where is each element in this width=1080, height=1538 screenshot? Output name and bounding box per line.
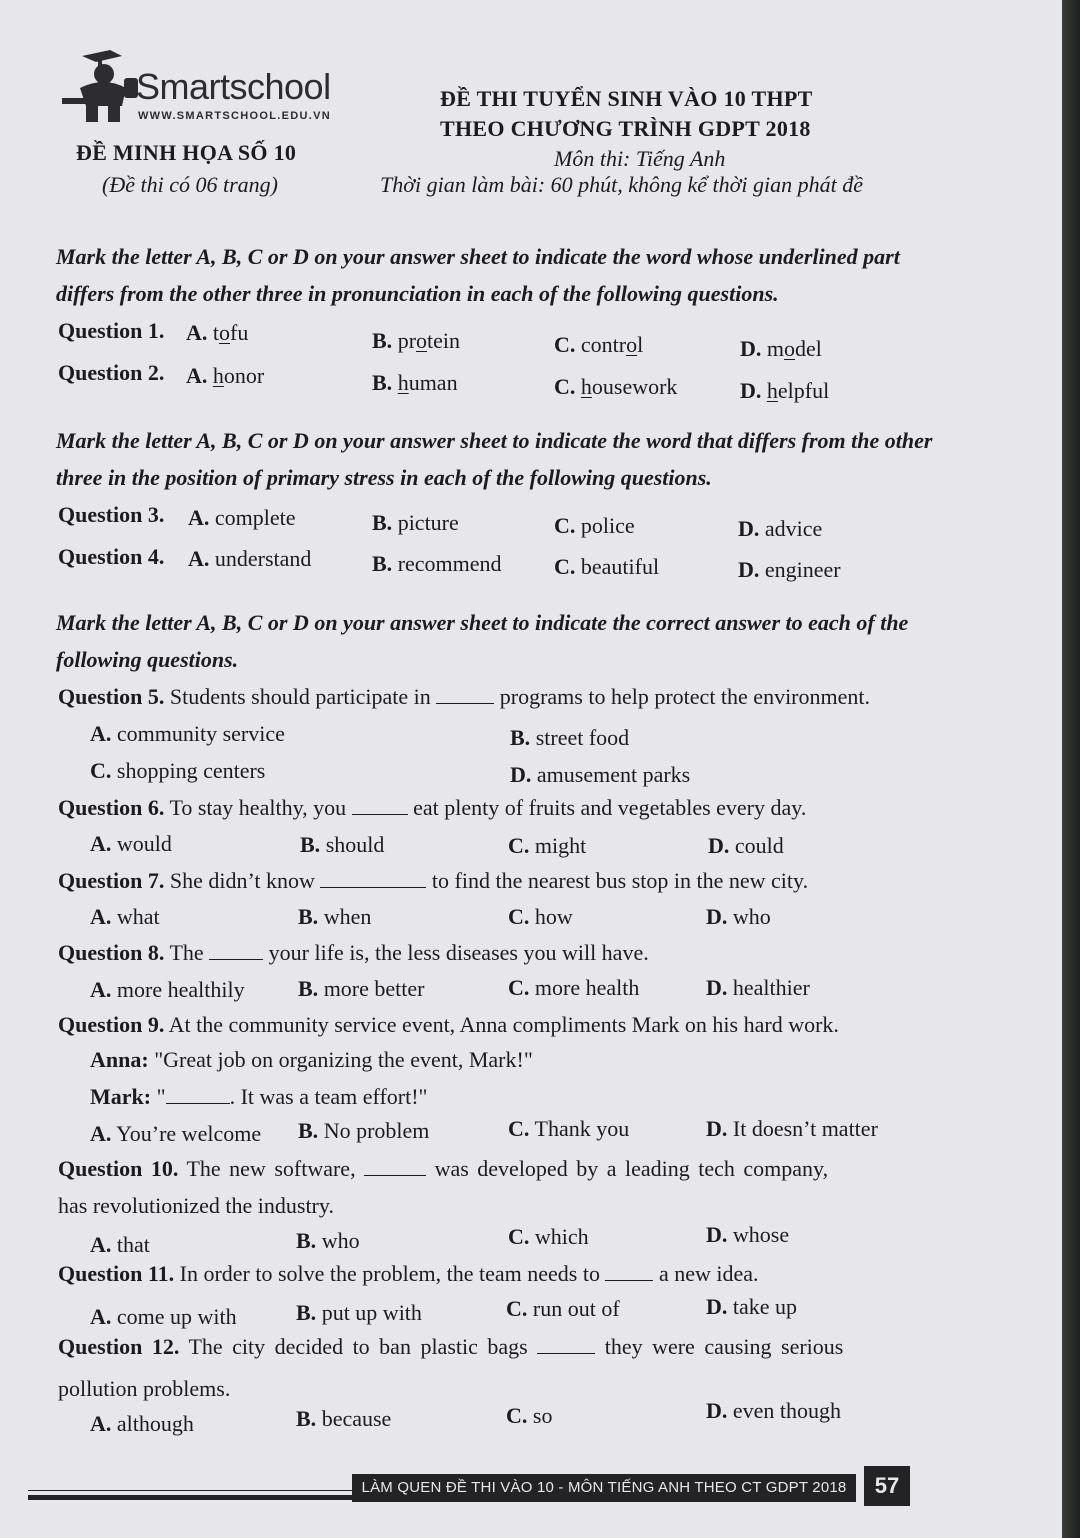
q12-option-b[interactable]: B. because	[296, 1406, 392, 1431]
q7-option-c[interactable]: C. how	[508, 904, 573, 929]
instruction-correct-answer: Mark the letter A, B, C or D on your answer sheet to indicate the correct answer to each of the following questions.	[56, 610, 909, 672]
q10-option-b[interactable]: B. who	[296, 1228, 360, 1253]
subject: Môn thi: Tiếng Anh	[554, 146, 726, 171]
q1-option-d[interactable]: D. model	[740, 336, 822, 361]
q8-option-a[interactable]: A. more healthily	[90, 977, 245, 1002]
q11-option-c[interactable]: C. run out of	[506, 1296, 620, 1321]
background-edge	[1062, 0, 1080, 1538]
q5-option-a[interactable]: A. community service	[90, 721, 285, 746]
q11-option-a[interactable]: A. come up with	[90, 1304, 237, 1329]
q9-option-b[interactable]: B. No problem	[298, 1118, 430, 1143]
footer-rule	[28, 1495, 358, 1500]
q12-stem-line-2: pollution problems.	[58, 1376, 231, 1401]
q11-option-b[interactable]: B. put up with	[296, 1300, 422, 1325]
q3-option-a[interactable]: A. complete	[188, 505, 296, 530]
q1-option-b[interactable]: B. protein	[372, 328, 461, 353]
q5-option-d[interactable]: D. amusement parks	[510, 762, 691, 787]
time-note: Thời gian làm bài: 60 phút, không kể thời gian phát đề	[380, 172, 864, 197]
q9-stem: Question 9. At the community service event, Anna compliments Mark on his hard work.	[58, 1012, 839, 1037]
q9-option-a[interactable]: A. You’re welcome	[90, 1121, 262, 1146]
q11-option-d[interactable]: D. take up	[706, 1294, 798, 1319]
q10-option-c[interactable]: C. which	[508, 1224, 589, 1249]
q5-option-c[interactable]: C. shopping centers	[90, 758, 266, 783]
q2-option-a[interactable]: A. honor	[186, 363, 265, 388]
q6-option-a[interactable]: A. would	[90, 831, 172, 856]
q7-blank[interactable]	[320, 869, 426, 888]
q1-option-a[interactable]: A. tofu	[186, 320, 249, 345]
q1-label: Question 1.	[58, 318, 165, 343]
footer-banner: LÀM QUEN ĐỀ THI VÀO 10 - MÔN TIẾNG ANH THEO CT GDPT 2018	[352, 1474, 856, 1502]
q6-stem: Question 6. To stay healthy, you eat plenty of fruits and vegetables every day.	[58, 795, 807, 820]
graduate-mascot-logo	[60, 48, 140, 124]
q7-stem: Question 7. She didn’t know to find the nearest bus stop in the new city.	[58, 868, 809, 893]
q11-blank[interactable]	[605, 1262, 653, 1281]
q12-option-c[interactable]: C. so	[506, 1403, 553, 1428]
instruction-stress: Mark the letter A, B, C or D on your answer sheet to indicate the word that differs from the other three in the position of primary stress in each of the following questions.	[56, 428, 933, 490]
q2-label: Question 2.	[58, 360, 165, 385]
q10-blank[interactable]	[364, 1157, 426, 1176]
q12-stem: Question 12. The city decided to ban plastic bags they were causing serious	[58, 1334, 844, 1359]
q12-option-a[interactable]: A. although	[90, 1411, 194, 1436]
exam-title-line-2: THEO CHƯƠNG TRÌNH GDPT 2018	[440, 116, 811, 141]
instruction-pronunciation: Mark the letter A, B, C or D on your answer sheet to indicate the word whose underlined part differs from the other three in pronunciation in each of the following questions.	[56, 244, 900, 306]
q3-option-b[interactable]: B. picture	[372, 510, 459, 535]
q5-blank[interactable]	[436, 685, 494, 704]
q8-stem: Question 8. The your life is, the less diseases you will have.	[58, 940, 649, 965]
q7-option-d[interactable]: D. who	[706, 904, 771, 929]
set-label: ĐỀ MINH HỌA SỐ 10	[76, 140, 297, 165]
q11-stem: Question 11. In order to solve the problem, the team needs to a new idea.	[58, 1261, 759, 1286]
q7-option-a[interactable]: A. what	[90, 904, 160, 929]
q5-stem: Question 5. Students should participate in programs to help protect the environment.	[58, 684, 870, 709]
q6-option-d[interactable]: D. could	[708, 833, 784, 858]
q9-blank[interactable]	[166, 1085, 230, 1104]
q9-anna-line: Anna: "Great job on organizing the event, Mark!"	[90, 1047, 533, 1072]
q3-label: Question 3.	[58, 502, 165, 527]
q8-option-c[interactable]: C. more health	[508, 975, 640, 1000]
q2-option-b[interactable]: B. human	[372, 370, 458, 395]
exam-title-line-1: ĐỀ THI TUYỂN SINH VÀO 10 THPT	[440, 86, 813, 111]
q10-option-d[interactable]: D. whose	[706, 1222, 790, 1247]
q9-mark-line: Mark: " . It was a team effort!"	[90, 1084, 428, 1109]
q4-option-b[interactable]: B. recommend	[372, 551, 502, 576]
q8-option-d[interactable]: D. healthier	[706, 975, 810, 1000]
pages-note: (Đề thi có 06 trang)	[102, 172, 278, 197]
q1-option-c[interactable]: C. control	[554, 332, 644, 357]
footer-rule-thin	[28, 1490, 358, 1491]
q10-stem-line-2: has revolutionized the industry.	[58, 1193, 334, 1218]
q5-option-b[interactable]: B. street food	[510, 725, 630, 750]
brand-name: Smartschool	[136, 66, 331, 107]
q2-option-c[interactable]: C. housework	[554, 374, 678, 399]
q8-option-b[interactable]: B. more better	[298, 976, 425, 1001]
q2-option-d[interactable]: D. helpful	[740, 378, 830, 403]
q3-option-d[interactable]: D. advice	[738, 516, 823, 541]
q9-option-c[interactable]: C. Thank you	[508, 1116, 630, 1141]
brand-url: WWW.SMARTSCHOOL.EDU.VN	[138, 110, 331, 122]
q4-option-d[interactable]: D. engineer	[738, 557, 841, 582]
q6-option-c[interactable]: C. might	[508, 833, 587, 858]
q12-blank[interactable]	[537, 1335, 595, 1354]
q10-option-a[interactable]: A. that	[90, 1232, 150, 1257]
page-number: 57	[864, 1466, 910, 1506]
q4-option-a[interactable]: A. understand	[188, 546, 312, 571]
q8-blank[interactable]	[209, 941, 263, 960]
q9-option-d[interactable]: D. It doesn’t matter	[706, 1116, 878, 1141]
q6-option-b[interactable]: B. should	[300, 832, 385, 857]
q10-stem: Question 10. The new software, was developed by a leading tech company,	[58, 1156, 829, 1181]
q4-option-c[interactable]: C. beautiful	[554, 554, 660, 579]
q3-option-c[interactable]: C. police	[554, 513, 635, 538]
q6-blank[interactable]	[352, 796, 408, 815]
q4-label: Question 4.	[58, 544, 165, 569]
q7-option-b[interactable]: B. when	[298, 904, 372, 929]
q12-option-d[interactable]: D. even though	[706, 1398, 842, 1423]
